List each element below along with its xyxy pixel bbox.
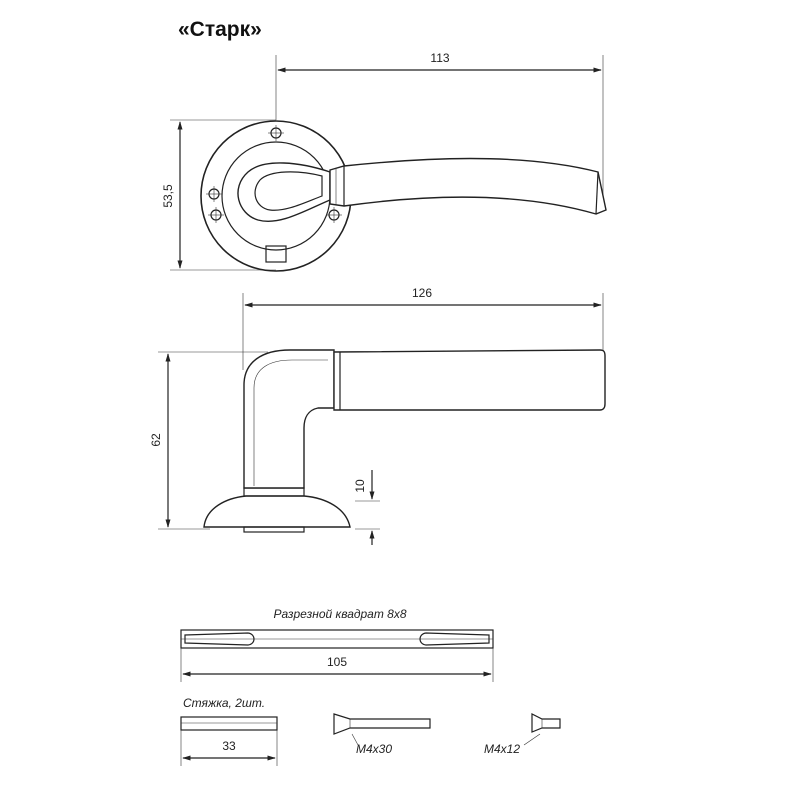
dim-rose-height: 10 bbox=[353, 479, 367, 493]
screw-short-label: М4х12 bbox=[483, 742, 521, 756]
rose-base bbox=[204, 496, 350, 527]
screw-long-label: М4х30 bbox=[355, 742, 393, 756]
fasteners-view bbox=[181, 696, 560, 766]
tie-rod bbox=[181, 717, 277, 730]
spindle-view bbox=[181, 607, 493, 682]
dim-top-width: 113 bbox=[430, 51, 450, 65]
side-view bbox=[149, 286, 605, 545]
top-view bbox=[161, 51, 606, 271]
spindle-label: Разрезной квадрат 8х8 bbox=[273, 607, 407, 621]
handle-lever bbox=[330, 159, 606, 215]
dim-side-height: 62 bbox=[149, 433, 163, 447]
screw-short bbox=[532, 714, 560, 732]
tie-label: Стяжка, 2шт. bbox=[183, 696, 266, 710]
dim-side-width: 126 bbox=[411, 286, 433, 300]
dim-spindle-length: 105 bbox=[326, 655, 348, 669]
side-lever bbox=[334, 350, 605, 410]
side-neck bbox=[244, 350, 334, 488]
dim-screw-length: 33 bbox=[222, 739, 236, 753]
drawing-title: «Старк» bbox=[178, 18, 262, 41]
screw-long bbox=[334, 714, 430, 734]
dim-top-height: 53,5 bbox=[161, 184, 175, 208]
